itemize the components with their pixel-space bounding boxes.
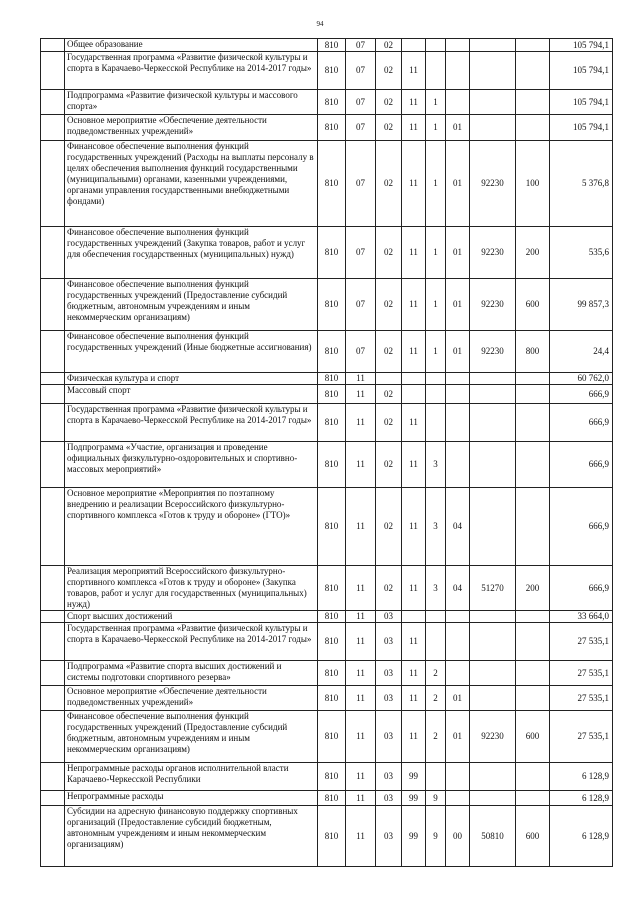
activity-code <box>446 39 470 52</box>
subsection-code: 02 <box>376 404 402 442</box>
activity-code: 01 <box>446 711 470 763</box>
program-code: 11 <box>402 686 426 711</box>
budget-item-name: Основное мероприятие «Обеспечение деятельности подведомственных учреждений» <box>65 686 318 711</box>
subprogram-code <box>426 39 446 52</box>
subsection-code: 02 <box>376 442 402 488</box>
amount-value: 99 857,3 <box>550 279 613 331</box>
budget-item-name: Государственная программа «Развитие физической культуры и спорта в Карачаево-Черкесской Республике на 2014-2017 годы» <box>65 623 318 661</box>
amount-value: 105 794,1 <box>550 115 613 141</box>
table-row <box>41 488 613 566</box>
grbs-code: 810 <box>318 763 346 791</box>
direction-code: 51270 <box>470 566 516 611</box>
program-code: 11 <box>402 404 426 442</box>
program-code: 11 <box>402 661 426 686</box>
activity-code <box>446 623 470 661</box>
budget-item-name: Непрограммные расходы <box>65 791 318 806</box>
row-index-cell <box>41 227 65 279</box>
subprogram-code: 1 <box>426 331 446 373</box>
program-code: 99 <box>402 791 426 806</box>
subprogram-code: 1 <box>426 141 446 227</box>
direction-code <box>470 611 516 623</box>
grbs-code: 810 <box>318 331 346 373</box>
amount-value: 33 664,0 <box>550 611 613 623</box>
expense-type-code <box>516 39 550 52</box>
row-index-cell <box>41 711 65 763</box>
activity-code: 01 <box>446 331 470 373</box>
amount-value: 6 128,9 <box>550 763 613 791</box>
activity-code: 01 <box>446 227 470 279</box>
subsection-code: 03 <box>376 763 402 791</box>
section-code: 11 <box>346 661 376 686</box>
table-row <box>41 141 613 227</box>
expense-type-code <box>516 442 550 488</box>
direction-code: 92230 <box>470 141 516 227</box>
grbs-code: 810 <box>318 141 346 227</box>
budget-item-name: Подпрограмма «Развитие физической культуры и массового спорта» <box>65 90 318 115</box>
expense-type-code: 100 <box>516 141 550 227</box>
activity-code <box>446 385 470 404</box>
program-code: 11 <box>402 331 426 373</box>
row-index-cell <box>41 331 65 373</box>
subsection-code: 02 <box>376 566 402 611</box>
direction-code <box>470 488 516 566</box>
amount-value: 666,9 <box>550 404 613 442</box>
grbs-code: 810 <box>318 611 346 623</box>
budget-item-name: Спорт высших достижений <box>65 611 318 623</box>
direction-code <box>470 791 516 806</box>
section-code: 11 <box>346 442 376 488</box>
subsection-code: 02 <box>376 227 402 279</box>
subsection-code: 02 <box>376 385 402 404</box>
row-index-cell <box>41 623 65 661</box>
row-index-cell <box>41 686 65 711</box>
activity-code <box>446 90 470 115</box>
subsection-code: 02 <box>376 39 402 52</box>
subprogram-code: 2 <box>426 711 446 763</box>
expense-type-code: 600 <box>516 711 550 763</box>
section-code: 07 <box>346 90 376 115</box>
budget-item-name: Государственная программа «Развитие физической культуры и спорта в Карачаево-Черкесской Республике на 2014-2017 годы» <box>65 404 318 442</box>
expense-type-code <box>516 404 550 442</box>
subsection-code: 02 <box>376 331 402 373</box>
section-code: 07 <box>346 331 376 373</box>
grbs-code: 810 <box>318 373 346 385</box>
expense-type-code: 600 <box>516 279 550 331</box>
direction-code: 92230 <box>470 279 516 331</box>
direction-code <box>470 385 516 404</box>
activity-code: 00 <box>446 806 470 867</box>
grbs-code: 810 <box>318 90 346 115</box>
table-row <box>41 442 613 488</box>
program-code: 99 <box>402 763 426 791</box>
activity-code: 01 <box>446 686 470 711</box>
program-code: 11 <box>402 442 426 488</box>
expense-type-code: 600 <box>516 806 550 867</box>
table-row <box>41 763 613 791</box>
subsection-code: 02 <box>376 52 402 90</box>
subsection-code <box>376 373 402 385</box>
subprogram-code: 2 <box>426 661 446 686</box>
table-row <box>41 331 613 373</box>
expense-type-code <box>516 52 550 90</box>
amount-value: 105 794,1 <box>550 39 613 52</box>
program-code: 11 <box>402 488 426 566</box>
row-index-cell <box>41 141 65 227</box>
grbs-code: 810 <box>318 488 346 566</box>
section-code: 07 <box>346 141 376 227</box>
section-code: 11 <box>346 404 376 442</box>
row-index-cell <box>41 115 65 141</box>
direction-code <box>470 90 516 115</box>
table-row <box>41 279 613 331</box>
subsection-code: 03 <box>376 661 402 686</box>
budget-item-name: Реализация мероприятий Всероссийского физкультурно-спортивного комплекса «Готов к труду и обороне» (Закупка товаров, работ и услуг для государственных (муниципальных) нужд) <box>65 566 318 611</box>
subsection-code: 02 <box>376 90 402 115</box>
direction-code <box>470 442 516 488</box>
row-index-cell <box>41 488 65 566</box>
subprogram-code: 1 <box>426 115 446 141</box>
table-row <box>41 115 613 141</box>
grbs-code: 810 <box>318 115 346 141</box>
program-code: 11 <box>402 141 426 227</box>
budget-item-name: Подпрограмма «Участие, организация и проведение официальных физкультурно-оздоровительных и спортивно-массовых мероприятий» <box>65 442 318 488</box>
amount-value: 666,9 <box>550 488 613 566</box>
activity-code <box>446 791 470 806</box>
subsection-code: 02 <box>376 488 402 566</box>
amount-value: 27 535,1 <box>550 623 613 661</box>
direction-code <box>470 115 516 141</box>
grbs-code: 810 <box>318 52 346 90</box>
subprogram-code <box>426 763 446 791</box>
expense-type-code <box>516 791 550 806</box>
subsection-code: 03 <box>376 711 402 763</box>
subsection-code: 03 <box>376 623 402 661</box>
row-index-cell <box>41 373 65 385</box>
expense-type-code <box>516 611 550 623</box>
table-row <box>41 661 613 686</box>
row-index-cell <box>41 442 65 488</box>
amount-value: 24,4 <box>550 331 613 373</box>
table-row <box>41 52 613 90</box>
activity-code <box>446 611 470 623</box>
grbs-code: 810 <box>318 686 346 711</box>
table-row <box>41 227 613 279</box>
subprogram-code: 3 <box>426 488 446 566</box>
subprogram-code <box>426 404 446 442</box>
direction-code <box>470 661 516 686</box>
budget-item-name: Финансовое обеспечение выполнения функций государственных учреждений (Закупка товаров, работ и услуг для обеспечения государственных (муниципальных) нужд) <box>65 227 318 279</box>
grbs-code: 810 <box>318 806 346 867</box>
program-code: 11 <box>402 115 426 141</box>
grbs-code: 810 <box>318 566 346 611</box>
activity-code: 01 <box>446 141 470 227</box>
table-row <box>41 39 613 52</box>
row-index-cell <box>41 279 65 331</box>
subsection-code: 03 <box>376 791 402 806</box>
grbs-code: 810 <box>318 442 346 488</box>
program-code: 99 <box>402 806 426 867</box>
budget-table <box>40 38 613 867</box>
subprogram-code: 2 <box>426 686 446 711</box>
subsection-code: 02 <box>376 279 402 331</box>
budget-item-name: Основное мероприятие «Обеспечение деятельности подведомственных учреждений» <box>65 115 318 141</box>
section-code: 11 <box>346 806 376 867</box>
expense-type-code <box>516 90 550 115</box>
budget-item-name: Массовый спорт <box>65 385 318 404</box>
expense-type-code <box>516 763 550 791</box>
table-row <box>41 806 613 867</box>
activity-code: 01 <box>446 279 470 331</box>
amount-value: 535,6 <box>550 227 613 279</box>
page-number: 94 <box>316 20 324 28</box>
program-code <box>402 611 426 623</box>
row-index-cell <box>41 806 65 867</box>
activity-code <box>446 373 470 385</box>
grbs-code: 810 <box>318 404 346 442</box>
grbs-code: 810 <box>318 661 346 686</box>
section-code: 11 <box>346 623 376 661</box>
budget-table-body <box>41 39 613 867</box>
section-code: 11 <box>346 611 376 623</box>
budget-item-name: Финансовое обеспечение выполнения функций государственных учреждений (Иные бюджетные ассигнования) <box>65 331 318 373</box>
amount-value: 60 762,0 <box>550 373 613 385</box>
section-code: 07 <box>346 115 376 141</box>
budget-item-name: Финансовое обеспечение выполнения функций государственных учреждений (Предоставление субсидий бюджетным, автономным учреждениям и иным некоммерческим организациям) <box>65 711 318 763</box>
expense-type-code <box>516 623 550 661</box>
grbs-code: 810 <box>318 39 346 52</box>
amount-value: 6 128,9 <box>550 806 613 867</box>
amount-value: 27 535,1 <box>550 661 613 686</box>
direction-code <box>470 763 516 791</box>
grbs-code: 810 <box>318 279 346 331</box>
expense-type-code <box>516 686 550 711</box>
subprogram-code: 1 <box>426 279 446 331</box>
table-row <box>41 711 613 763</box>
row-index-cell <box>41 661 65 686</box>
budget-item-name: Основное мероприятие «Мероприятия по поэтапному внедрению и реализации Всероссийского физкультурно-спортивного комплекса «Готов к труду и обороне» (ГТО)» <box>65 488 318 566</box>
section-code: 11 <box>346 488 376 566</box>
direction-code <box>470 404 516 442</box>
subprogram-code: 9 <box>426 791 446 806</box>
activity-code: 01 <box>446 115 470 141</box>
section-code: 11 <box>346 711 376 763</box>
activity-code: 04 <box>446 488 470 566</box>
expense-type-code <box>516 385 550 404</box>
subsection-code: 03 <box>376 806 402 867</box>
grbs-code: 810 <box>318 623 346 661</box>
section-code: 11 <box>346 566 376 611</box>
section-code: 07 <box>346 52 376 90</box>
direction-code <box>470 686 516 711</box>
subprogram-code <box>426 385 446 404</box>
budget-item-name: Физическая культура и спорт <box>65 373 318 385</box>
direction-code: 92230 <box>470 227 516 279</box>
table-row <box>41 404 613 442</box>
activity-code: 04 <box>446 566 470 611</box>
grbs-code: 810 <box>318 227 346 279</box>
row-index-cell <box>41 763 65 791</box>
direction-code: 92230 <box>470 711 516 763</box>
grbs-code: 810 <box>318 711 346 763</box>
budget-item-name: Финансовое обеспечение выполнения функций государственных учреждений (Расходы на выплаты персоналу в целях обеспечения выполнения функций государственными (муниципальными) органами, казенными учреждениями, органами управления государственными внебюджетными фондами) <box>65 141 318 227</box>
subprogram-code <box>426 611 446 623</box>
subprogram-code: 1 <box>426 227 446 279</box>
subprogram-code <box>426 373 446 385</box>
budget-item-name: Подпрограмма «Развитие спорта высших достижений и системы подготовки спортивного резерва» <box>65 661 318 686</box>
row-index-cell <box>41 90 65 115</box>
activity-code <box>446 404 470 442</box>
table-row <box>41 686 613 711</box>
direction-code <box>470 39 516 52</box>
direction-code: 92230 <box>470 331 516 373</box>
subsection-code: 03 <box>376 686 402 711</box>
budget-item-name: Финансовое обеспечение выполнения функций государственных учреждений (Предоставление субсидий бюджетным, автономным учреждениям и иным некоммерческим организациям) <box>65 279 318 331</box>
section-code: 07 <box>346 39 376 52</box>
program-code: 11 <box>402 623 426 661</box>
amount-value: 666,9 <box>550 385 613 404</box>
subprogram-code: 3 <box>426 442 446 488</box>
subsection-code: 03 <box>376 611 402 623</box>
expense-type-code <box>516 661 550 686</box>
program-code: 11 <box>402 566 426 611</box>
activity-code <box>446 442 470 488</box>
budget-item-name: Государственная программа «Развитие физической культуры и спорта в Карачаево-Черкесской Республике на 2014-2017 годы» <box>65 52 318 90</box>
section-code: 07 <box>346 279 376 331</box>
table-row <box>41 385 613 404</box>
expense-type-code <box>516 488 550 566</box>
section-code: 11 <box>346 686 376 711</box>
row-index-cell <box>41 566 65 611</box>
expense-type-code: 200 <box>516 227 550 279</box>
grbs-code: 810 <box>318 791 346 806</box>
section-code: 11 <box>346 763 376 791</box>
table-row <box>41 566 613 611</box>
row-index-cell <box>41 52 65 90</box>
expense-type-code: 200 <box>516 566 550 611</box>
activity-code <box>446 763 470 791</box>
subsection-code: 02 <box>376 141 402 227</box>
subprogram-code <box>426 623 446 661</box>
amount-value: 27 535,1 <box>550 711 613 763</box>
direction-code <box>470 52 516 90</box>
row-index-cell <box>41 791 65 806</box>
expense-type-code <box>516 373 550 385</box>
activity-code <box>446 661 470 686</box>
program-code <box>402 373 426 385</box>
amount-value: 666,9 <box>550 566 613 611</box>
program-code <box>402 39 426 52</box>
amount-value: 5 376,8 <box>550 141 613 227</box>
row-index-cell <box>41 611 65 623</box>
budget-item-name: Общее образование <box>65 39 318 52</box>
section-code: 11 <box>346 373 376 385</box>
amount-value: 666,9 <box>550 442 613 488</box>
program-code: 11 <box>402 711 426 763</box>
table-row <box>41 90 613 115</box>
section-code: 11 <box>346 791 376 806</box>
direction-code <box>470 623 516 661</box>
expense-type-code: 800 <box>516 331 550 373</box>
direction-code: 50810 <box>470 806 516 867</box>
row-index-cell <box>41 385 65 404</box>
amount-value: 105 794,1 <box>550 52 613 90</box>
program-code <box>402 385 426 404</box>
row-index-cell <box>41 404 65 442</box>
subsection-code: 02 <box>376 115 402 141</box>
grbs-code: 810 <box>318 385 346 404</box>
table-row <box>41 373 613 385</box>
program-code: 11 <box>402 279 426 331</box>
subprogram-code <box>426 52 446 90</box>
table-row <box>41 623 613 661</box>
program-code: 11 <box>402 90 426 115</box>
amount-value: 27 535,1 <box>550 686 613 711</box>
table-row <box>41 791 613 806</box>
program-code: 11 <box>402 227 426 279</box>
subprogram-code: 3 <box>426 566 446 611</box>
subprogram-code: 9 <box>426 806 446 867</box>
table-row <box>41 611 613 623</box>
section-code: 11 <box>346 385 376 404</box>
section-code: 07 <box>346 227 376 279</box>
expense-type-code <box>516 115 550 141</box>
budget-item-name: Непрограммные расходы органов исполнительной власти Карачаево-Черкесской Республики <box>65 763 318 791</box>
subprogram-code: 1 <box>426 90 446 115</box>
amount-value: 6 128,9 <box>550 791 613 806</box>
row-index-cell <box>41 39 65 52</box>
program-code: 11 <box>402 52 426 90</box>
amount-value: 105 794,1 <box>550 90 613 115</box>
activity-code <box>446 52 470 90</box>
budget-item-name: Субсидии на адресную финансовую поддержку спортивных организаций (Предоставление субсидий бюджетным, автономным учреждениям и иным некоммерческим организациям) <box>65 806 318 867</box>
direction-code <box>470 373 516 385</box>
